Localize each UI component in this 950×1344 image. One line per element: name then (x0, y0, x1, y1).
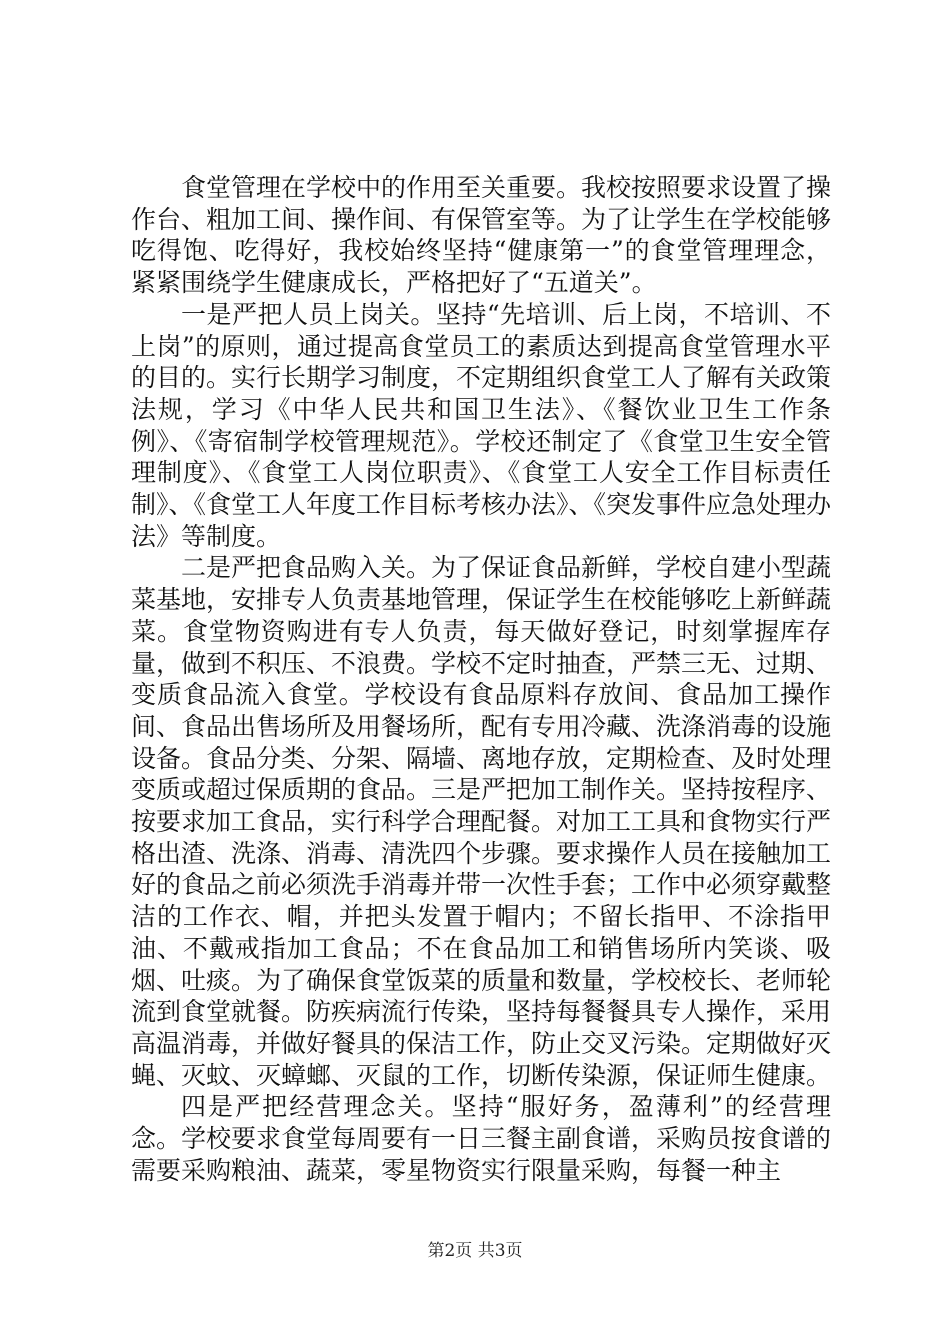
paragraph-business: 四是严把经营理念关。坚持“服好务，盈薄利”的经营理念。学校要求食堂每周要有一日三餐主副食谱，采购员按食谱的需要采购粮油、蔬菜，零星物资实行限量采购，每餐一种主 (131, 1092, 832, 1185)
page-footer (0, 1240, 950, 1262)
paragraph-staff: 一是严把人员上岗关。坚持“先培训、后上岗，不培训、不上岗”的原则，通过提高食堂员工的素质达到提高食堂管理水平的目的。实行长期学习制度，不定期组织食堂工人了解有关政策法规，学习《中华人民共和国卫生法》、《餐饮业卫生工作条例》、《寄宿制学校管理规范》。学校还制定了《食堂卫生安全管理制度》、《食堂工人岗位职责》、《食堂工人安全工作目标责任制》、《食堂工人年度工作目标考核办法》、《突发事件应急处理办法》等制度。 (131, 299, 832, 551)
document-body (131, 172, 831, 1187)
paragraph-food-purchase: 二是严把食品购入关。为了保证食品新鲜，学校自建小型蔬菜基地，安排专人负责基地管理，保证学生在校能够吃上新鲜蔬菜。食堂物资购进有专人负责，每天做好登记，时刻掌握库存量，做到不积压、不浪费。学校不定时抽查，严禁三无、过期、变质食品流入食堂。学校设有食品原料存放间、食品加工操作间、食品出售场所及用餐场所，配有专用冷藏、洗涤消毒的设施设备。食品分类、分架、隔墙、离地存放，定期检查、及时处理变质或超过保质期的食品。三是严把加工制作关。坚持按程序、按要求加工食品，实行科学合理配餐。对加工工具和食物实行严格出渣、洗涤、消毒、清洗四个步骤。要求操作人员在接触加工好的食品之前必须洗手消毒并带一次性手套；工作中必须穿戴整洁的工作衣、帽，并把头发置于帽内；不留长指甲、不涂指甲油、不戴戒指加工食品；不在食品加工和销售场所内笑谈、吸烟、吐痰。为了确保食堂饭菜的质量和数量，学校校长、老师轮流到食堂就餐。防疾病流行传染，坚持每餐餐具专人操作，采用高温消毒，并做好餐具的保洁工作，防止交叉污染。定期做好灭蝇、灭蚊、灭蟑螂、灭鼠的工作，切断传染源，保证师生健康。 (131, 553, 832, 1090)
paragraph-intro: 食堂管理在学校中的作用至关重要。我校按照要求设置了操作台、粗加工间、操作间、有保管室等。为了让学生在学校能够吃得饱、吃得好，我校始终坚持“健康第一”的食堂管理理念，紧紧围绕学生健康成长，严格把好了“五道关”。 (131, 173, 832, 298)
page-number: 第2页 共3页 (427, 1241, 523, 1261)
